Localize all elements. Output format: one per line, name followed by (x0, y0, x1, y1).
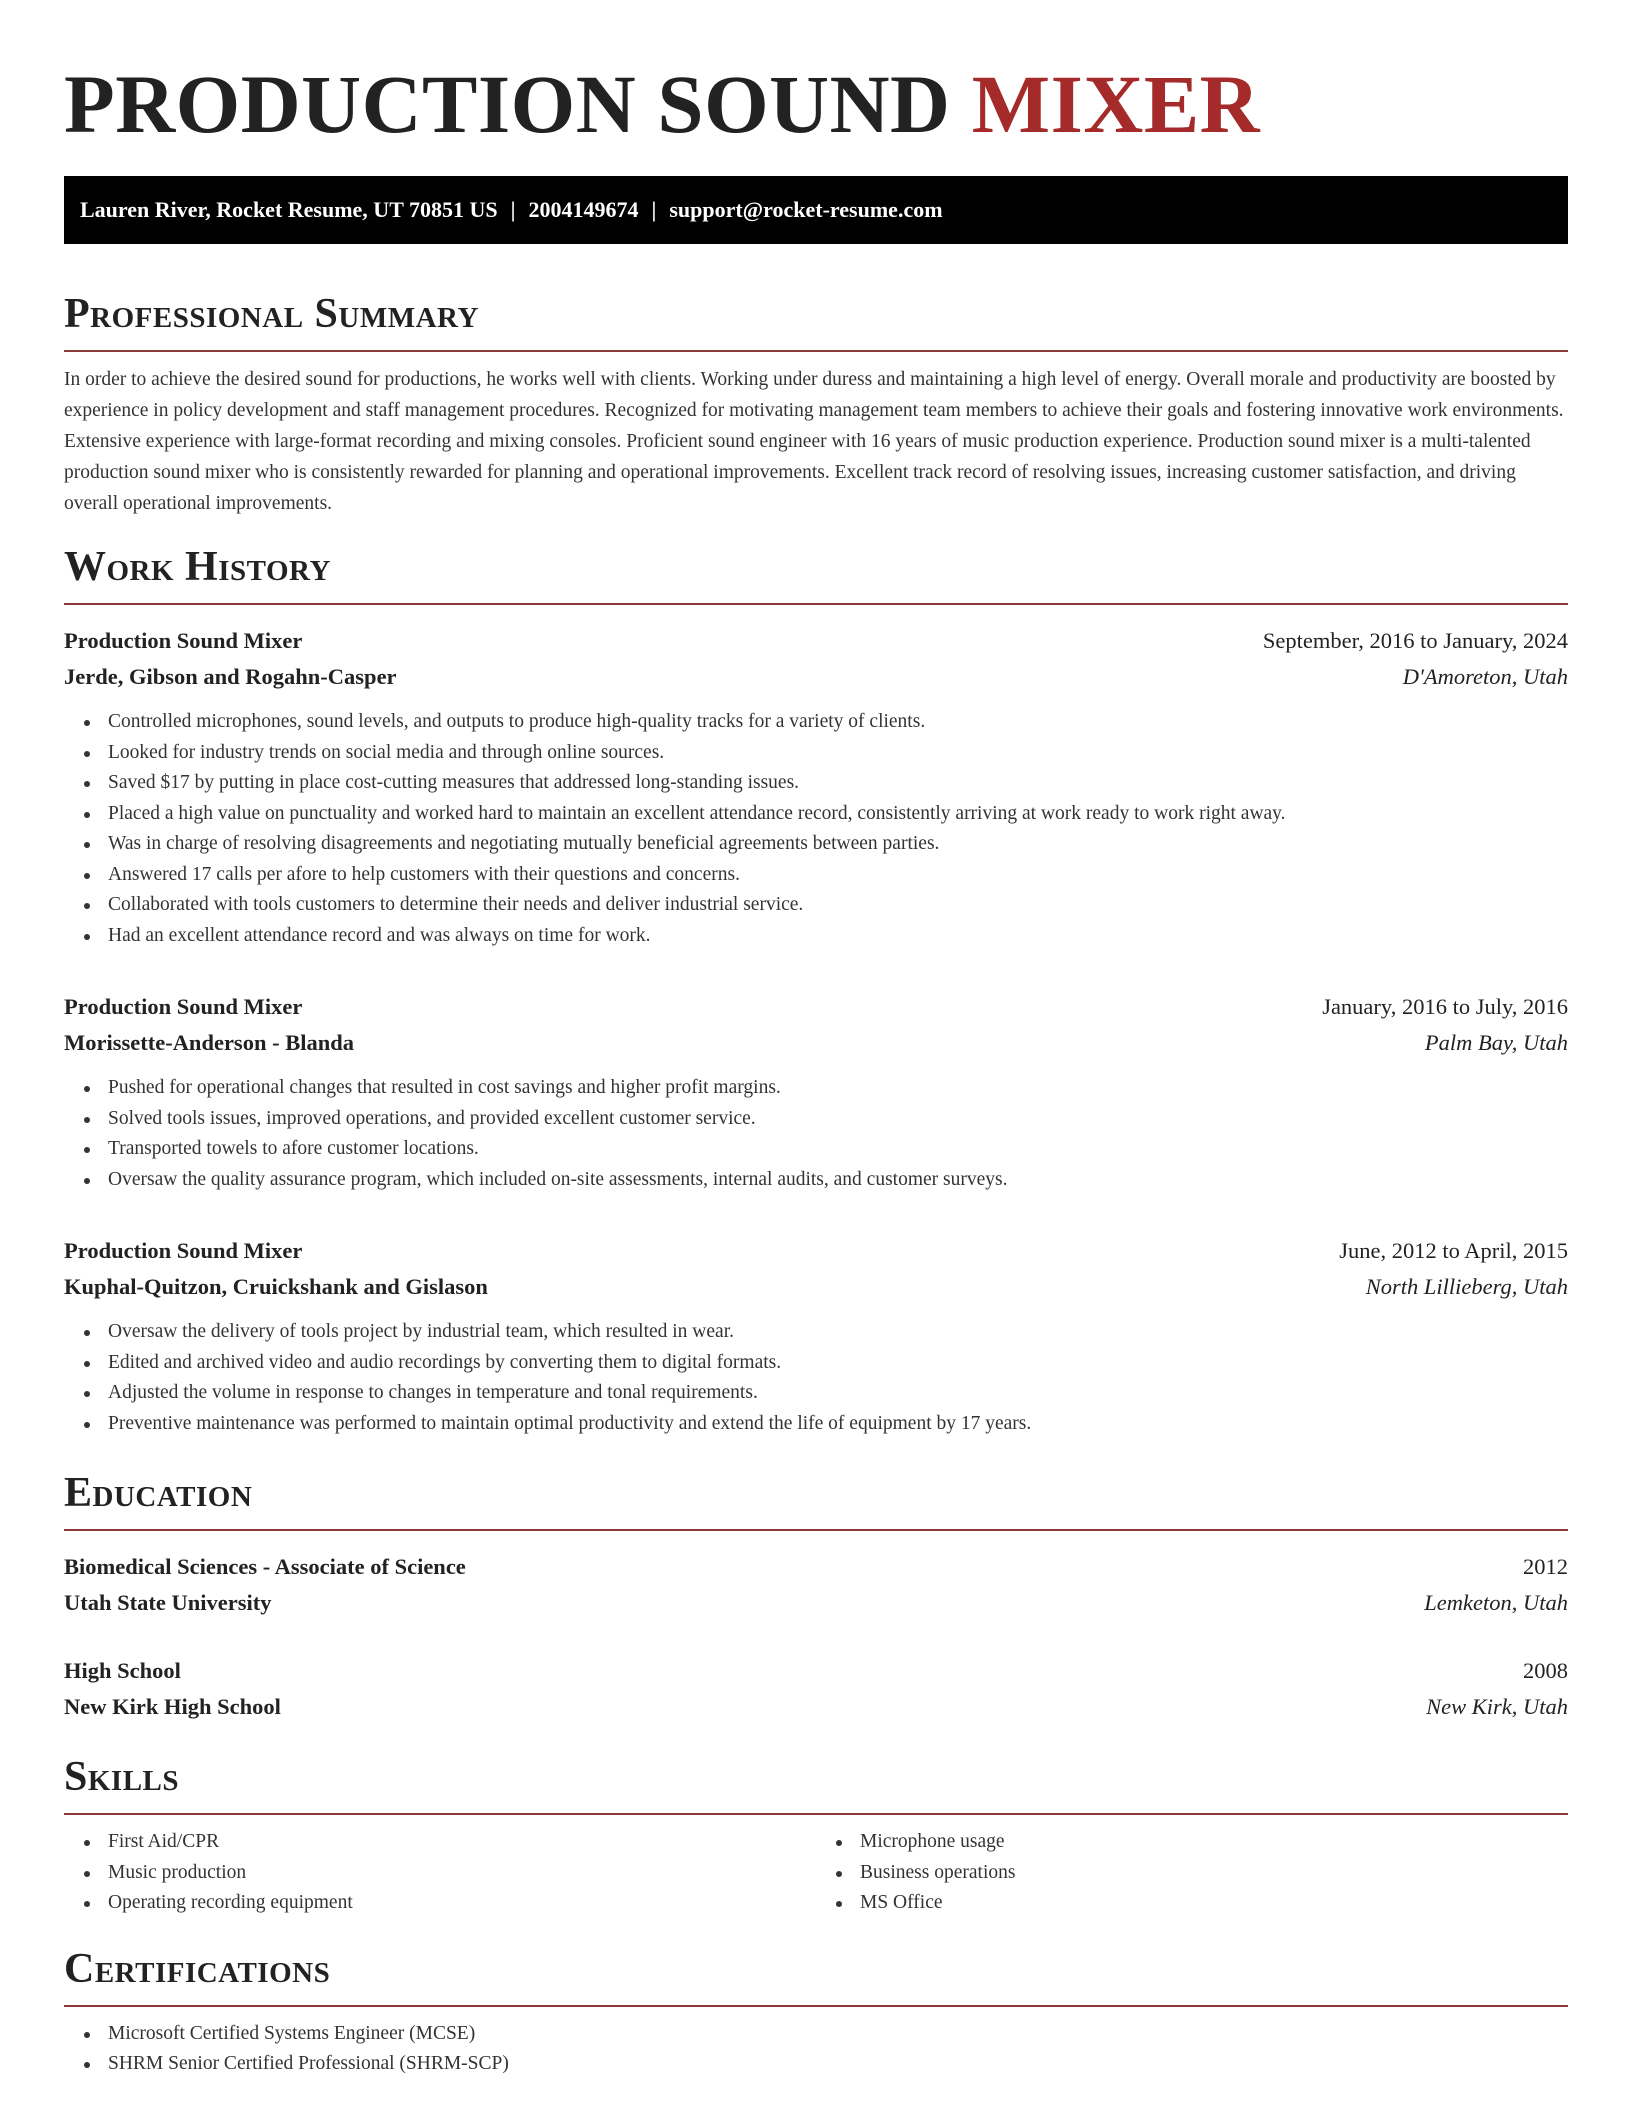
job-bullets (64, 1317, 1568, 1439)
job-bullet: Pushed for operational changes that resulted in cost savings and higher profit margins. (108, 1073, 1568, 1104)
title-accent: MIXER (971, 58, 1261, 150)
job-bullet: Was in charge of resolving disagreements and negotiating mutually beneficial agreements between parties. (108, 829, 1568, 860)
education-location: New Kirk, Utah (1426, 1694, 1568, 1719)
education-school: New Kirk High School (64, 1694, 281, 1719)
skill-item: Microphone usage (860, 1827, 1568, 1858)
job-dates: June, 2012 to April, 2015 (1339, 1238, 1568, 1263)
job-bullet: Controlled microphones, sound levels, and outputs to produce high-quality tracks for a variety of clients. (108, 707, 1568, 738)
job-entry (64, 623, 1568, 951)
skill-item: Music production (108, 1858, 816, 1889)
skill-item: MS Office (860, 1888, 1568, 1919)
job-company: Morissette-Anderson - Blanda (64, 1030, 354, 1055)
resume-page (64, 56, 1568, 2080)
skills-grid (64, 1827, 1568, 1919)
job-bullet: Edited and archived video and audio recordings by converting them to digital formats. (108, 1348, 1568, 1379)
education-degree: High School (64, 1658, 181, 1683)
education-year: 2012 (1523, 1554, 1568, 1579)
education-entry (64, 1653, 1568, 1725)
title-main: PRODUCTION SOUND (64, 58, 972, 150)
page-title (64, 56, 1568, 152)
job-role: Production Sound Mixer (64, 1238, 303, 1263)
skills-heading: Skills (64, 1751, 1568, 1815)
job-company: Kuphal-Quitzon, Cruickshank and Gislason (64, 1274, 488, 1299)
job-location: North Lillieberg, Utah (1365, 1274, 1568, 1299)
job-bullet: Placed a high value on punctuality and worked hard to maintain an excellent attendance record, consistently arriving at work ready to work right away. (108, 799, 1568, 830)
education-degree: Biomedical Sciences - Associate of Science (64, 1554, 466, 1579)
job-dates: September, 2016 to January, 2024 (1262, 628, 1568, 653)
contact-email[interactable]: support@rocket-resume.com (669, 197, 943, 222)
job-dates: January, 2016 to July, 2016 (1322, 994, 1568, 1019)
job-company: Jerde, Gibson and Rogahn-Casper (64, 664, 397, 689)
contact-address: Lauren River, Rocket Resume, UT 70851 US (80, 197, 498, 222)
skill-item: Operating recording equipment (108, 1888, 816, 1919)
job-location: Palm Bay, Utah (1424, 1030, 1568, 1055)
education-year: 2008 (1523, 1658, 1568, 1683)
skills-column-left (64, 1827, 816, 1919)
certifications-heading: Certifications (64, 1943, 1568, 2007)
job-bullet: Had an excellent attendance record and was always on time for work. (108, 921, 1568, 952)
job-bullets (64, 1073, 1568, 1195)
certification-item: Microsoft Certified Systems Engineer (MCSE) (108, 2019, 1568, 2050)
education-heading: Education (64, 1467, 1568, 1531)
job-entry (64, 1233, 1568, 1439)
summary-text: In order to achieve the desired sound for productions, he works well with clients. Working under duress and maintaining a high level of energy. Overall morale and productivity are boosted by experience in policy development and staff management procedures. Recognized for motivating management team members to achieve their goals and fostering innovative work environments. Extensive experience with large-format recording and mixing consoles. Proficient sound engineer with 16 years of music production experience. Production sound mixer is a multi-talented production sound mixer who is consistently rewarded for planning and operational improvements. Excellent track record of resolving issues, increasing customer satisfaction, and driving overall operational improvements. (64, 369, 1564, 514)
contact-separator: | (510, 197, 516, 222)
work-history-heading: Work History (64, 541, 1568, 605)
job-bullet: Adjusted the volume in response to changes in temperature and tonal requirements. (108, 1378, 1568, 1409)
certifications-list (64, 2019, 1568, 2080)
job-role: Production Sound Mixer (64, 628, 303, 653)
contact-separator: | (651, 197, 657, 222)
job-role: Production Sound Mixer (64, 994, 303, 1019)
job-bullet: Collaborated with tools customers to determine their needs and deliver industrial service. (108, 890, 1568, 921)
job-bullet: Oversaw the quality assurance program, which included on-site assessments, internal audits, and customer surveys. (108, 1165, 1568, 1196)
education-location: Lemketon, Utah (1424, 1590, 1568, 1615)
job-bullet: Preventive maintenance was performed to maintain optimal productivity and extend the life of equipment by 17 years. (108, 1409, 1568, 1440)
summary-heading: Professional Summary (64, 288, 1568, 352)
job-bullet: Saved $17 by putting in place cost-cutting measures that addressed long-standing issues. (108, 768, 1568, 799)
job-bullet: Oversaw the delivery of tools project by industrial team, which resulted in wear. (108, 1317, 1568, 1348)
education-entry (64, 1549, 1568, 1621)
skills-column-right (816, 1827, 1568, 1919)
contact-bar (64, 176, 1568, 244)
education-school: Utah State University (64, 1590, 272, 1615)
job-bullet: Solved tools issues, improved operations, and provided excellent customer service. (108, 1104, 1568, 1135)
job-bullet: Answered 17 calls per afore to help customers with their questions and concerns. (108, 860, 1568, 891)
job-entry (64, 989, 1568, 1195)
skill-item: Business operations (860, 1858, 1568, 1889)
skill-item: First Aid/CPR (108, 1827, 816, 1858)
job-bullet: Looked for industry trends on social media and through online sources. (108, 738, 1568, 769)
job-bullets (64, 707, 1568, 951)
contact-phone: 2004149674 (528, 197, 639, 222)
job-location: D'Amoreton, Utah (1402, 664, 1568, 689)
job-bullet: Transported towels to afore customer locations. (108, 1134, 1568, 1165)
certification-item: SHRM Senior Certified Professional (SHRM-SCP) (108, 2049, 1568, 2080)
